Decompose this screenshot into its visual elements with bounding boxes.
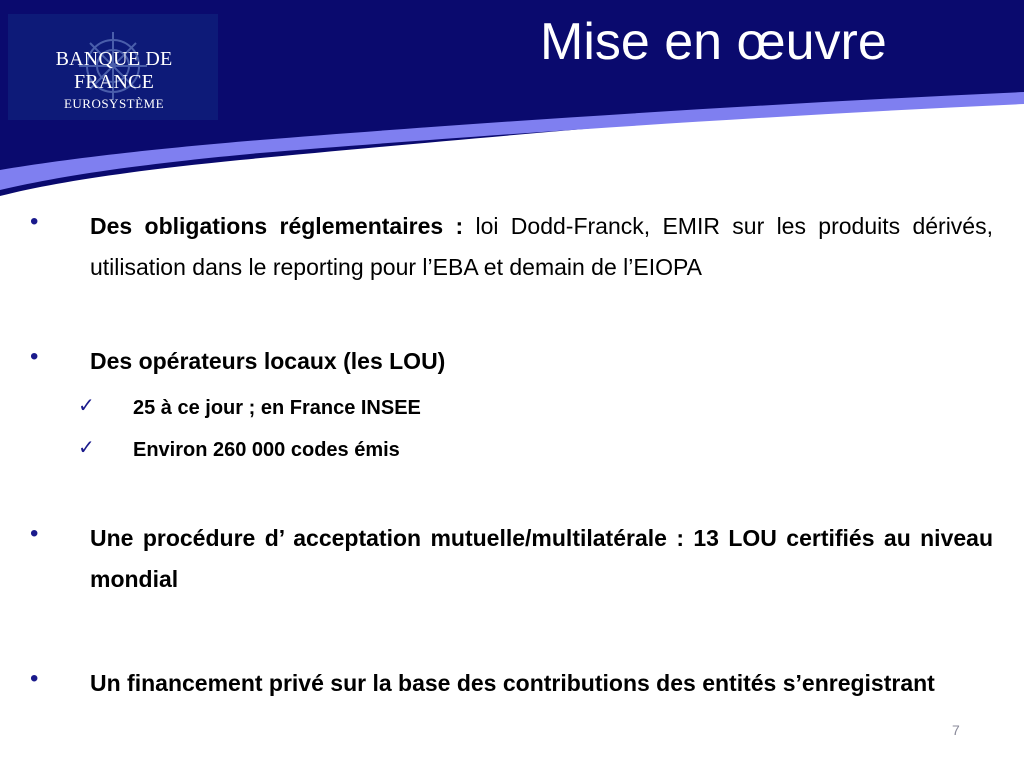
bullet-text bbox=[90, 206, 993, 288]
slide-title: Mise en œuvre bbox=[540, 13, 887, 71]
bullet-text bbox=[90, 341, 993, 382]
checkmark-icon: ✓ bbox=[78, 395, 95, 417]
bullet-normal-text: loi Dodd-Franck, EMIR sur les produits dérivés, utilisation dans le reporting pour l’EBA et demain de l’EIOPA bbox=[90, 213, 993, 280]
sub-item-text: 25 à ce jour ; en France INSEE bbox=[133, 397, 421, 419]
bullet-text bbox=[90, 663, 993, 704]
bullet-icon: • bbox=[30, 208, 39, 235]
bullet-bold-text: Des opérateurs locaux (les LOU) bbox=[90, 348, 446, 374]
logo-subtitle: EUROSYSTÈME bbox=[63, 96, 165, 111]
bullet-icon: • bbox=[30, 520, 39, 547]
page-number: 7 bbox=[952, 722, 960, 738]
bullet-icon: • bbox=[30, 665, 39, 692]
bullet-bold-text: Un financement privé sur la base des contributions des entités s’enregistrant bbox=[90, 670, 935, 696]
bullet-icon: • bbox=[30, 343, 39, 370]
bullet-bold-text: Une procédure d’ acceptation mutuelle/multilatérale : 13 LOU certifiés au niveau mondial bbox=[90, 525, 993, 592]
slide-content bbox=[0, 200, 1024, 768]
header-band bbox=[0, 0, 1024, 200]
bullet-text bbox=[90, 518, 993, 600]
bullet-bold-text: Des obligations réglementaires : bbox=[90, 213, 476, 239]
logo-title: BANQUE DE FRANCE bbox=[55, 48, 173, 93]
sub-item-text: Environ 260 000 codes émis bbox=[133, 439, 400, 461]
banque-de-france-logo bbox=[8, 14, 218, 120]
checkmark-icon: ✓ bbox=[78, 437, 95, 459]
